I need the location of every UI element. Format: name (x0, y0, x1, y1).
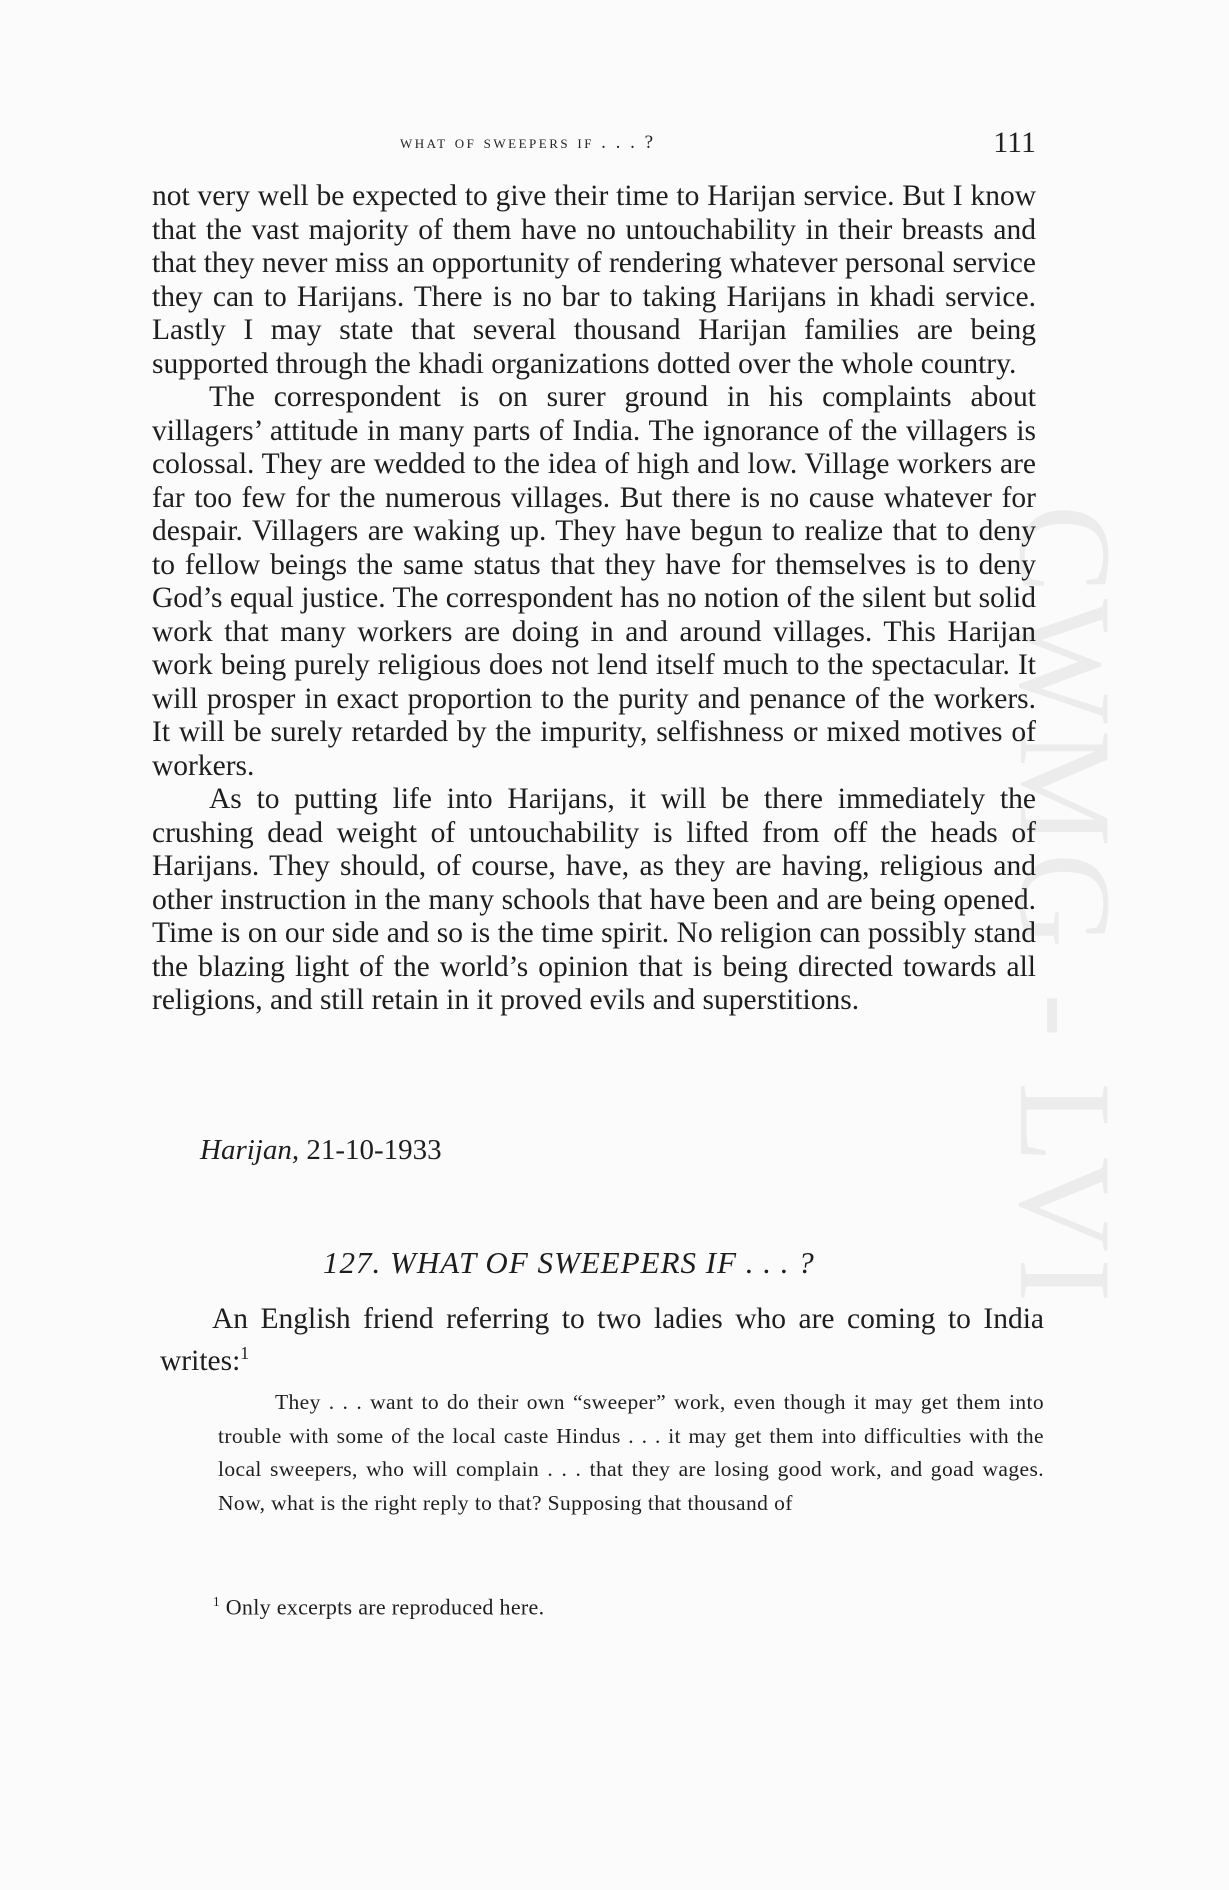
running-head: what of sweepers if . . . ? (400, 132, 656, 153)
footnote-reference: 1 (240, 1343, 250, 1363)
footnote-text: Only excerpts are reproduced here. (225, 1594, 545, 1620)
paragraph: As to putting life into Harijans, it will be there immediately the crushing dead weight of untouchability is lifted from off the heads of Harijans. They should, of course, have, as they are having, religious and other instruction in the many schools that have been and are being opened. Time is on our side and so is the time spirit. No religion can possibly stand the blazing light of the world’s opinion that is being directed towards all religions, and still retain in it proved evils and superstitions. (152, 783, 1036, 1016)
paragraph: not very well be expected to give their time to Harijan service. But I know that the vast majority of them have no untouchability in their breasts and that they never miss an opportunity of rendering whatever personal service they can to Harijans. There is no bar to taking Harijans in khadi service. Lastly I may state that several thousand Harijan families are being supported through the khadi organizations dotted over the whole country. (152, 180, 1036, 380)
article-intro (160, 1302, 1044, 1378)
source-citation (200, 1134, 442, 1167)
intro-text: An English friend referring to two ladies who are coming to India writes: (160, 1303, 1044, 1377)
block-quote: They . . . want to do their own “sweeper” work, even though it may get them into trouble with some of the local caste Hindus . . . it may get them into difficulties with the local sweepers, who will complain . . . that they are losing good work, and goad wages. Now, what is the right reply to that? Supposing that thousand of (218, 1390, 1044, 1515)
source-date: 21-10-1933 (306, 1134, 442, 1166)
article-heading: 127. WHAT OF SWEEPERS IF . . . ? (323, 1245, 815, 1280)
page-number: 111 (993, 126, 1036, 159)
paragraph: The correspondent is on surer ground in his complaints about villagers’ attitude in many parts of India. The ignorance of the villagers is colossal. They are wedded to the idea of high and low. Village workers are far too few for the numerous villages. But there is no cause whatever for despair. Villagers are waking up. They have begun to realize that to deny to fellow beings the same status that they have for themselves is to deny God’s equal justice. The correspondent has no notion of the silent but solid work that many workers are doing in and around villages. This Harijan work being purely religious does not lend itself much to the spectacular. It will prosper in exact proportion to the purity and penance of the workers. It will be surely retarded by the impurity, selfishness or mixed motives of workers. (152, 381, 1036, 782)
footnote (213, 1594, 544, 1620)
footnote-mark: 1 (213, 1594, 220, 1609)
source-name: Harijan, (200, 1134, 300, 1166)
watermark-text: CWMG - LVI (992, 505, 1139, 1309)
article-continuation (152, 180, 1036, 1018)
